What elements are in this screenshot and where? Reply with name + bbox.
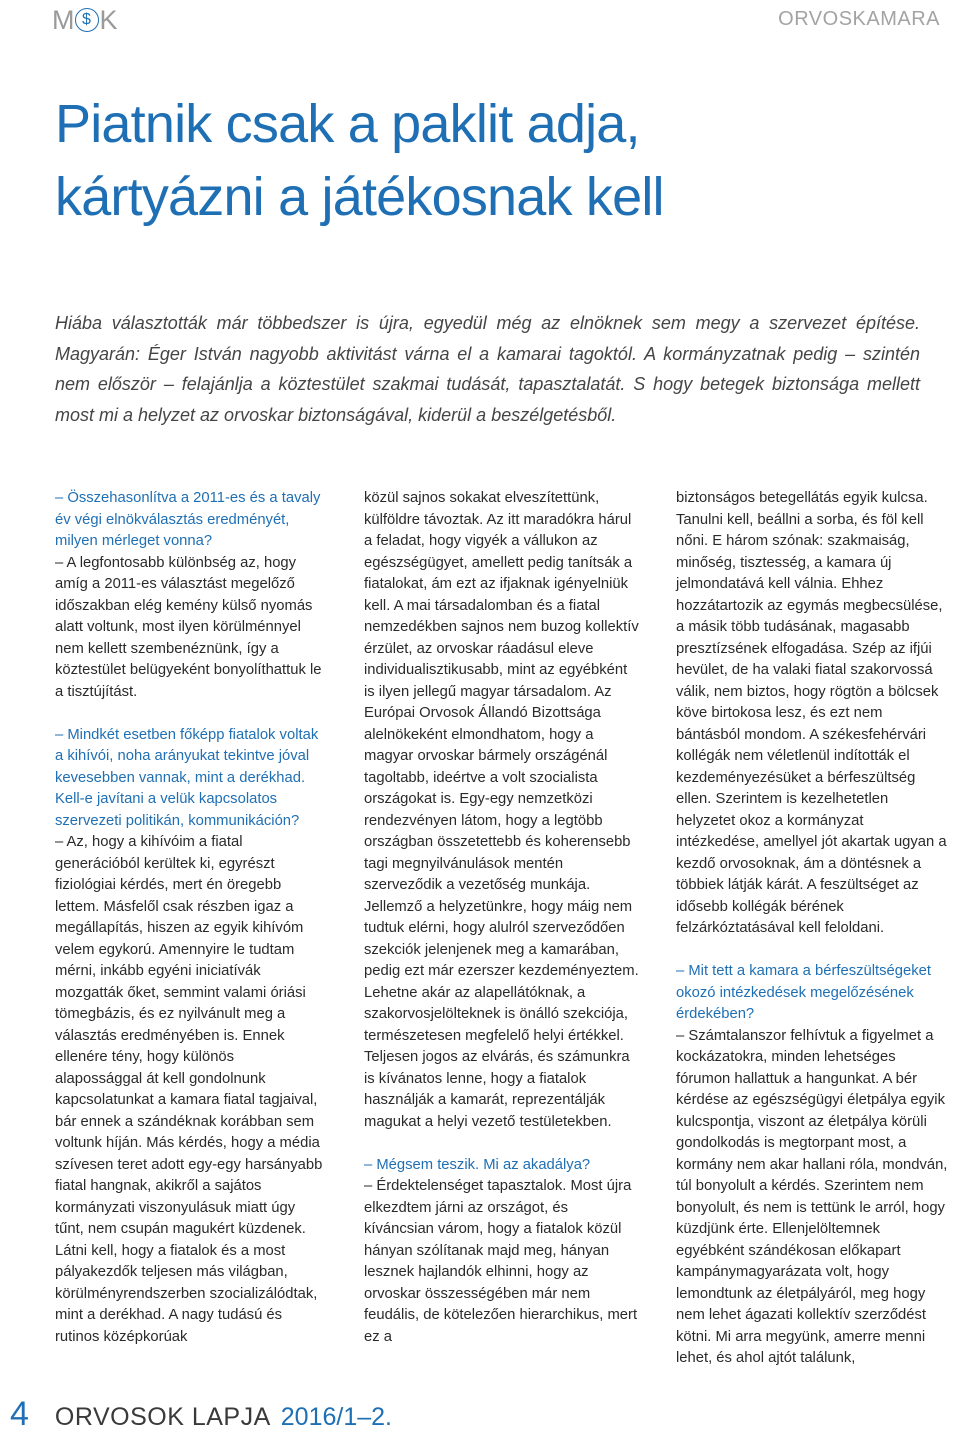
answer-3: – Érdektelenséget tapasztalok. Most újra elkezdtem járni az országot, és kíváncsian várom, hogy a fiatalok közül hányan szólítanak majd meg, hányan lesznek hajlandók elhinni, hogy az orvoskar összességében már nem feudális, de kötelezően hierarchikus, mert ez a	[364, 1178, 638, 1345]
answer-4: – Számtalanszor felhívtuk a figyelmet a kockázatokra, minden lehetséges fórumon hallattuk a hangunkat. A bér kérdése az egészségügyi életpálya egyik kulcspontja, viszont az életpálya körüli gondolkodás is megtorpant most, a kormány nem akar hallani róla, mondván, túl bonyolult a kérdés. Szerintem nem bonyolult, és nem is tettünk le arról, hogy küzdjünk érte. Ellenjelöltemnek egyébként szándékosan előkapart kampánymagyarázata volt, hogy lemondtunk az életpályáról, meg hogy nem lehet ágazati kollektív szerződést kötni. Mi arra megyünk, amerre menni lehet, és ahol ajtót találunk,	[676, 1027, 948, 1366]
answer-2-continued: közül sajnos sokakat elveszítettünk, külföldre távoztak. Az itt maradókra hárul a feladat, hogy vigyék a vállukon az egészségügyet, amellett pedig tanítsák a fiatalokat, ám ezt az ifjaknak igényelniük kell. A mai társadalomban és a fiatal nemzedékben sajnos nem buzog kollektív érzület, az orvoskar ráadásul eleve individualisztikusabb, mint az egyébként is ilyen jellegű magyar társadalom. Az Európai Orvosok Állandó Bizottsága alelnökeként elmondhatom, hogy a magyar orvoskar bármely országénál tagoltabb, ideértve a volt szocialista országokat is. Egy-egy nemzetközi rendezvényen látom, hogy a legtöbb országban összetettebb és koherensebb tagi megnyilvánulások mentén szerveződik a vezetőség munkája. Jellemző a helyzetünkre, hogy máig nem tudtuk elérni, hogy alulról szerveződően szekciók jelenjenek meg a kamarában, pedig ezt már ezerszer kezdeményeztem. Lehetne akár az alapellátóknak, a szakorvosjelölteknek is önálló szekciója, természetesen megfelelő helyi értékkel. Teljesen jogos az elvárás, és számunkra is kívánatos lenne, hogy a fiatalok használják a kamarát, reprezentálják magukat a helyi vezető testületekben.	[364, 490, 639, 1130]
issue-number: 2016/1–2.	[280, 1403, 392, 1431]
caduceus-icon: $	[75, 8, 99, 32]
title-line-2: kártyázni a játékosnak kell	[55, 167, 664, 227]
question-3: – Mégsem teszik. Mi az akadálya?	[364, 1156, 591, 1173]
answer-3-continued: biztonságos betegellátás egyik kulcsa. Tanulni kell, beállni a sorba, és föl kell nőni. E három szónak: szakmaiság, minőség, tisztesség, a kamara új jelmondatává kell válnia. Ehhez hozzátartozik az egymás megbecsülése, a másik több tudásának, magasabb presztízsének elfogadása. Szép az ifjúi hevület, de ha valaki fiatal szakorvossá válik, nem biztos, hogy rögtön a bölcsek köve birtokosa lesz, és ezt nem bántásból mondom. A székesfehérvári kollégák nem véletlenül indították el kezdeményezésüket a bérfeszültség ellen. Szerintem is kezelhetetlen helyzetet okoz a kormányzat intézkedése, amellyel jót akartak ugyan a kezdő orvosoknak, ám a döntésnek a többiek látják kárát. A feszültséget az idősebb kollégák bérének felzárkóztatásával kell feloldani.	[676, 490, 947, 936]
section-label: ORVOSKAMARA	[778, 8, 940, 30]
text-column-2	[364, 488, 639, 1348]
title-line-1: Piatnik csak a paklit adja,	[55, 94, 640, 154]
question-2: – Mindkét esetben főképp fiatalok voltak a kihívói, noha arányukat tekintve jóval kevesebben vannak, mint a derékhad. Kell-e javítani a velük kapcsolatos szervezeti politikán, kommunikáción?	[55, 726, 319, 829]
journal-name: ORVOSOK LAPJA	[54, 1403, 271, 1431]
chamber-logo	[52, 2, 117, 38]
question-1: – Összehasonlítva a 2011-es és a tavaly év végi elnökválasztás eredményét, milyen mérleget vonna?	[55, 490, 321, 549]
article-title	[55, 88, 915, 234]
text-column-1	[55, 488, 325, 1348]
answer-1: – A legfontosabb különbség az, hogy amíg a 2011-es választást megelőző időszakban elég kemény külső nyomás alatt voltunk, most ilyen körülménnyel nem kellett szembenéznünk, így a köztestület belügyeként bonyolíthattuk le a tisztújítást.	[55, 554, 322, 700]
question-4: – Mit tett a kamara a bérfeszültségeket okozó intézkedések megelőzésének érdekében?	[676, 963, 931, 1022]
text-column-3	[676, 488, 948, 1370]
logo-letter-k: K	[99, 4, 117, 35]
page-footer	[10, 1395, 392, 1435]
article-lead: Hiába választották már többedszer is újra, egyedül még az elnöknek sem megy a szervezet építése. Magyarán: Éger István nagyobb aktivitást várna el a kamarai tagoktól. A kormányzatnak pedig – szintén nem először – felajánlja a köztestület szakmai tudását, tapasztalatát. S hogy betegek biztonsága mellett most mi a helyzet az orvoskar biztonságával, kiderül a beszélgetésből.	[55, 313, 920, 425]
page-number: 4	[10, 1395, 29, 1433]
answer-2: – Az, hogy a kihívóim a fiatal generációból kerültek ki, egyrészt fiziológiai kérdés, mert én öregebb lettem. Másfelől csak részben igaz a megállapítás, hiszen az egyik kihívóm velem egykorú. Amennyire le tudtam mérni, inkább egyéni iniciatívák mozgatták őket, semmint valami óriási tömegbázis, és ez nyilvánult meg a választás eredményében is. Ennek ellenére tény, hogy különös alapossággal át kell gondolnunk kapcsolatunkat a kamara fiatal tagjaival, bár ennek a szándéknak korábban sem voltunk híján. Más kérdés, hogy a média szívesen teret adott egy-egy harsányabb fiatal hangnak, akikről a sajátos kormányzati viszonyulásuk miatt úgy tűnt, nem csupán magukért küzdenek. Látni kell, hogy a fiatalok és a most pályakezdők teljesen más világban, körülményrendszerben szocializálódtak, mint a derékhad. A nagy tudású és rutinos középkorúak	[55, 834, 323, 1345]
logo-letter-m: M	[52, 4, 74, 35]
